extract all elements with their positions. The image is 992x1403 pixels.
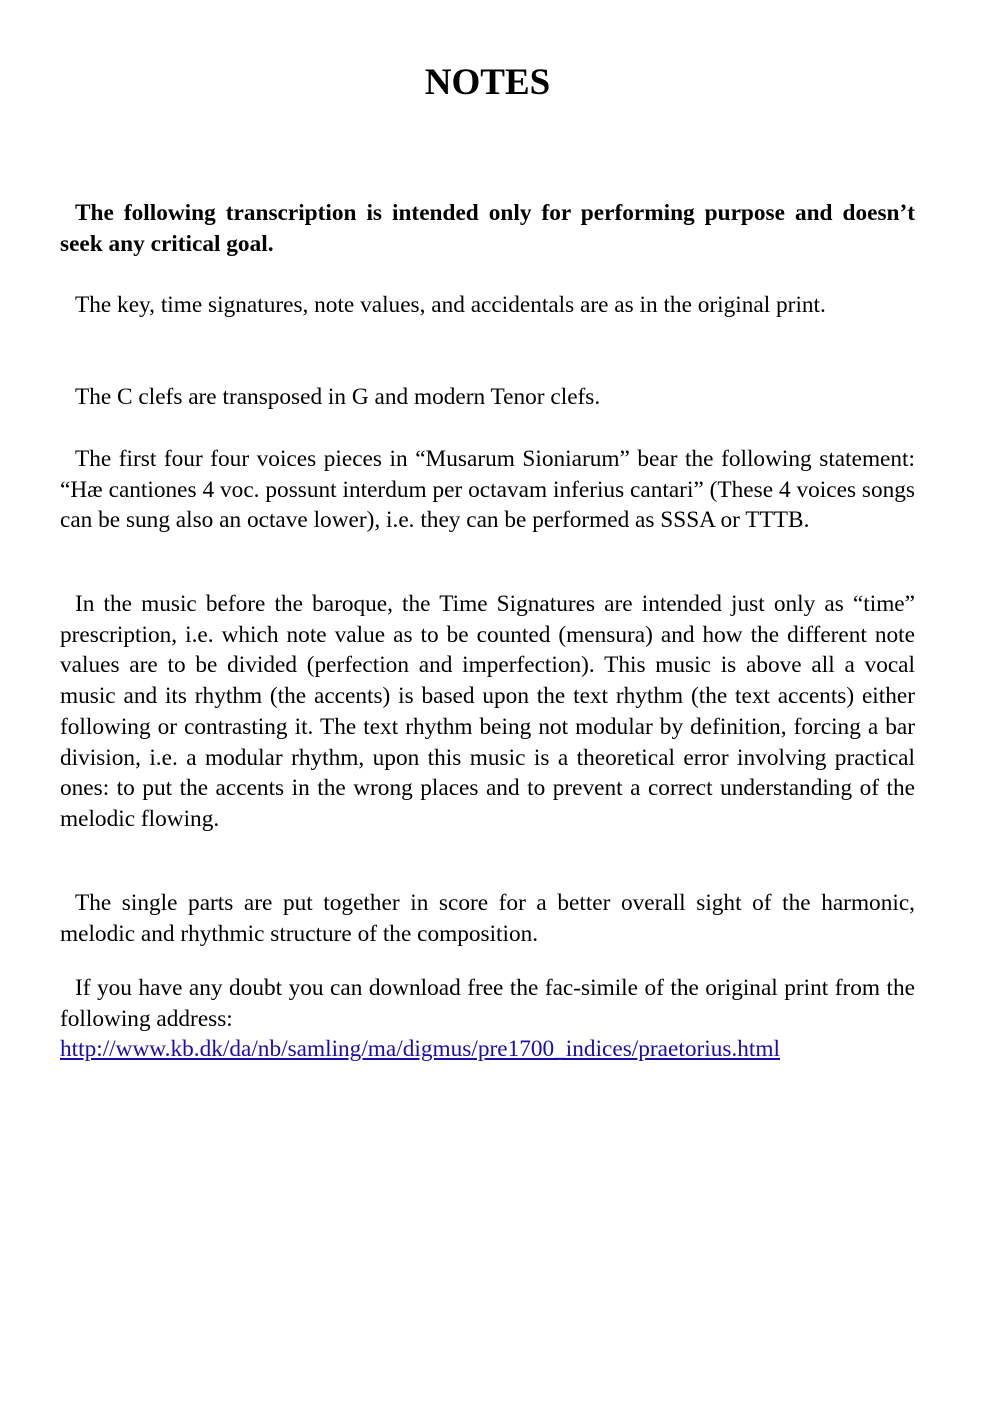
paragraph-time-signatures: In the music before the baroque, the Time Signatures are intended just only as “time” prescription, i.e. which note value as to be counted (mensura) and how the different note values are to be divided (perfection and imperfection). This music is above all a vocal music and its rhythm (the accents) is based upon the text rhythm (the text accents) either following or contrasting it. The text rhythm being not modular by definition, forcing a bar division, i.e. a modular rhythm, upon this music is a theoretical error involving practical ones: to put the accents in the wrong places and to prevent a correct understanding of the melodic flowing. [60,591,915,832]
paragraph-download [60,973,915,1065]
paragraph-original-print: The key, time signatures, note values, and accidentals are as in the original print. [75,292,826,318]
paragraph-score: The single parts are put together in score for a better overall sight of the harmonic, melodic and rhythmic structure of the composition. [60,890,915,947]
paragraph-performing-purpose: The following transcription is intended only for performing purpose and doesn’t seek any critical goal. [60,200,915,257]
page-title: NOTES [424,62,551,103]
paragraph-musarum-sioniarum: The first four four voices pieces in “Musarum Sioniarum” bear the following statement: “Hæ cantiones 4 voc. possunt interdum per octavam inferius cantari” (These 4 voices songs can be sung also an octave lower), i.e. they can be performed as SSSA or TTTB. [60,446,915,534]
link-line [60,1034,915,1065]
facsimile-link[interactable]: http://www.kb.dk/da/nb/samling/ma/digmus/pre1700_indices/praetorius.html [60,1036,780,1063]
paragraph-download-text: If you have any doubt you can download free the fac-simile of the original print from the following address: [60,975,915,1032]
paragraph-clefs: The C clefs are transposed in G and modern Tenor clefs. [75,384,601,410]
